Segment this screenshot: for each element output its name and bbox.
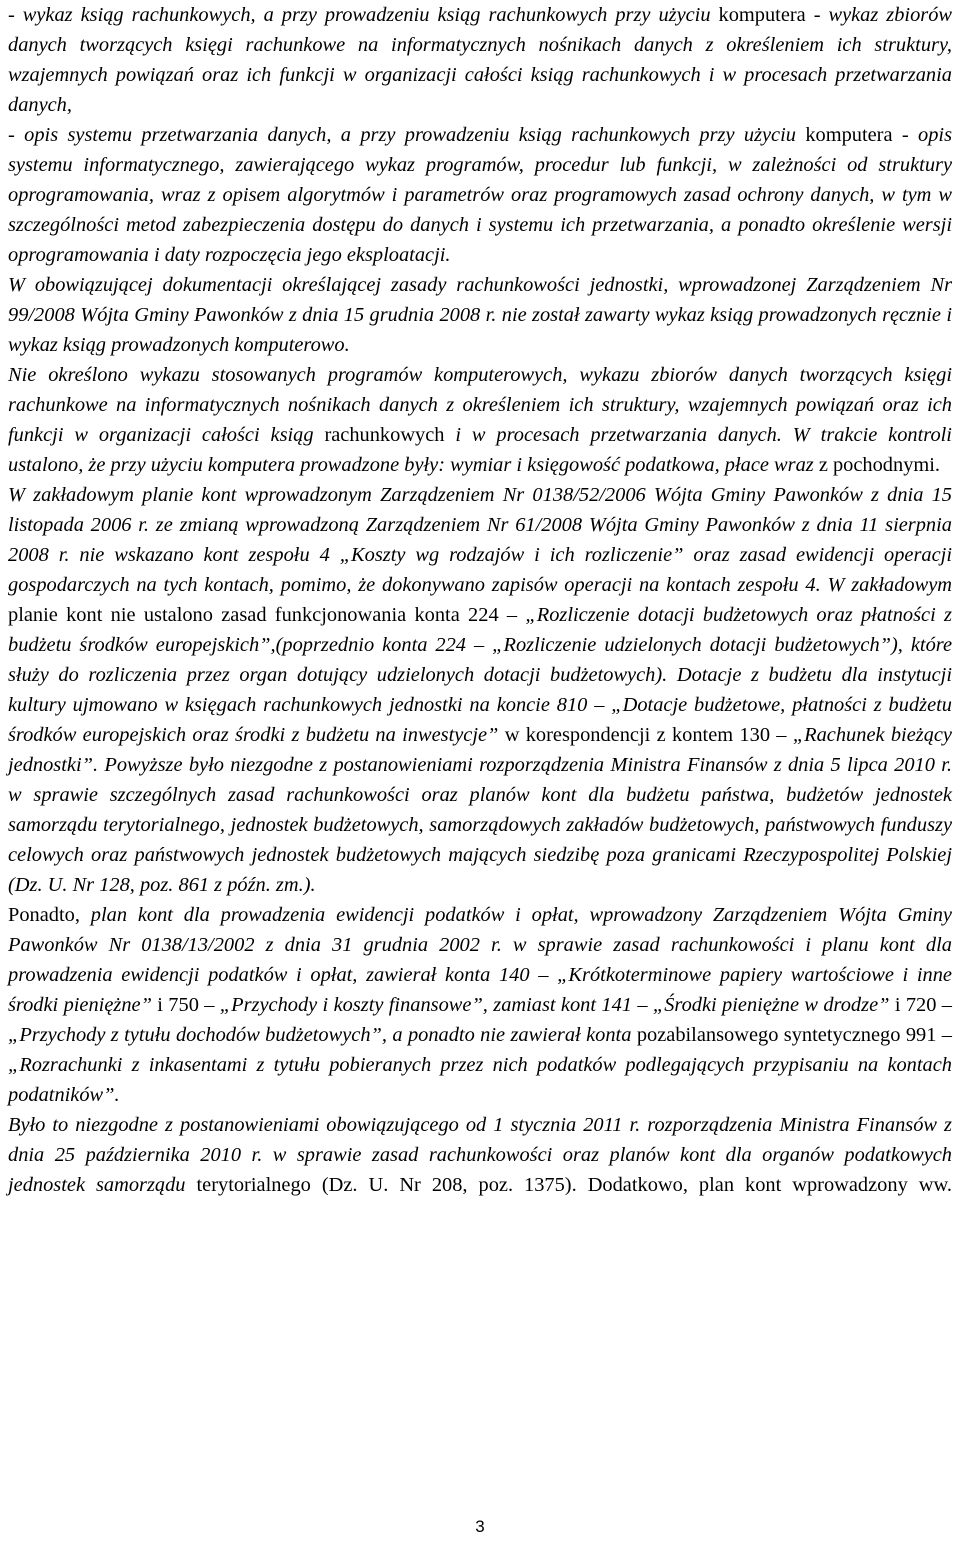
text-segment: rachunkowych: [324, 424, 456, 446]
italic-text-segment: W zakładowym planie kont wprowadzonym Zarządzeniem Nr 0138/52/2006 Wójta Gminy Pawonków z dnia 15 listopada 2006 r. ze zmianą wprowadzoną Zarządzeniem Nr 61/2008 Wójta Gminy Pawonków z dnia 11 sierpnia 2008 r. nie wskazano kont zespołu 4 „Koszty wg rodzajów i ich rozliczenie” oraz zasad ewidencji operacji gospodarczych na tych kontach, pomimo, że dokonywano zapisów operacji na kontach zespołu 4. W zakładowym: [8, 484, 952, 596]
document-body: [8, 0, 952, 1200]
italic-text-segment: W obowiązującej dokumentacji określającej zasady rachunkowości jednostki, wprowadzonej Zarządzeniem Nr 99/2008 Wójta Gminy Pawonków z dnia 15 grudnia 2008 r. nie został zawarty wykaz ksiąg prowadzonych ręcznie i wykaz ksiąg prowadzonych komputerowo.: [8, 274, 952, 356]
italic-text-segment: „Rozliczenie dotacji budżetowych oraz płatności z budżetu środków europejskich”,(poprzednio konta 224 – „Rozliczenie udzielonych dotacji budżetowych”), które służy do rozliczenia przez organ dotujący udzielonych dotacji budżetowych). Dotacje z budżetu dla instytucji kultury ujmowano w księgach rachunkowych jednostki na koncie 810 – „Dotacje budżetowe, płatności z budżetu środków europejskich oraz środki z budżetu na inwestycje”: [8, 604, 952, 746]
paragraph: [8, 120, 952, 270]
italic-text-segment: plan kont dla prowadzenia ewidencji podatków i opłat, wprowadzony Zarządzeniem Wójta Gminy Pawonków Nr 0138/13/2002 z dnia 31 grudnia 2002 r. w sprawie zasad rachunkowości i planu kont dla prowadzenia ewidencji podatków i opłat, zawierał konta 140 – „Krótkoterminowe papiery wartościowe i inne środki pieniężne”: [8, 904, 952, 1016]
text-segment: planie kont nie ustalono zasad funkcjonowania konta 224 –: [8, 604, 526, 626]
text-segment: terytorialnego (Dz. U. Nr 208, poz. 1375). Dodatkowo, plan kont wprowadzony ww.: [196, 1174, 952, 1196]
text-segment: i 750 –: [157, 994, 220, 1016]
text-segment: i 720 –: [894, 994, 952, 1016]
italic-text-segment: Było to niezgodne z postanowieniami obowiązującego od 1 stycznia 2011 r. rozporządzenia Ministra Finansów z dnia 25 października 2010 r. w sprawie zasad rachunkowości oraz planów kont dla organów podatkowych jednostek samorządu: [8, 1114, 952, 1196]
text-segment: w korespondencji z kontem 130 –: [504, 724, 793, 746]
italic-text-segment: „Rachunek bieżący jednostki”. Powyższe było niezgodne z postanowieniami rozporządzenia Ministra Finansów z dnia 5 lipca 2010 r. w sprawie szczególnych zasad rachunkowości oraz planów kont dla budżetu państwa, budżetów jednostek samorządu terytorialnego, jednostek budżetowych, samorządowych zakładów budżetowych, państwowych funduszy celowych oraz państwowych jednostek budżetowych mających siedzibę poza granicami Rzeczypospolitej Polskiej (Dz. U. Nr 128, poz. 861 z późn. zm.).: [8, 724, 952, 896]
paragraph: [8, 1110, 952, 1200]
text-segment: komputera -: [805, 124, 919, 146]
paragraph: [8, 900, 952, 1110]
italic-text-segment: „Przychody i koszty finansowe”, zamiast kont 141 – „Środki pieniężne w drodze”: [219, 994, 895, 1016]
text-segment: -: [8, 124, 25, 146]
paragraph: [8, 0, 952, 120]
italic-text-segment: „Rozrachunki z inkasentami z tytułu pobieranych przez nich podatków podlegających przypisaniu na kontach podatników”.: [8, 1054, 952, 1106]
text-segment: pozabilansowego syntetycznego 991 –: [636, 1024, 952, 1046]
text-segment: Ponadto,: [8, 904, 91, 926]
italic-text-segment: Nie określono wykazu stosowanych programów komputerowych, wykazu zbiorów danych tworzących księgi rachunkowe na informatycznych nośnikach danych z określeniem ich struktury, wzajemnych powiązań oraz ich funkcji w organizacji całości ksiąg: [8, 364, 952, 446]
text-segment: komputera -: [718, 4, 829, 26]
text-segment: z pochodnymi.: [818, 454, 941, 476]
italic-text-segment: opis systemu przetwarzania danych, a przy prowadzeniu ksiąg rachunkowych przy użyciu: [24, 124, 806, 146]
page-number: 3: [475, 1517, 485, 1536]
italic-text-segment: wykaz ksiąg rachunkowych, a przy prowadzeniu ksiąg rachunkowych przy użyciu: [22, 4, 719, 26]
text-segment: -: [8, 4, 23, 26]
italic-text-segment: „Przychody z tytułu dochodów budżetowych”, a ponadto nie zawierał konta: [8, 1024, 637, 1046]
italic-text-segment: wykaz zbiorów danych tworzących księgi rachunkowe na informatycznych nośnikach danych z określeniem ich struktury, wzajemnych powiązań oraz ich funkcji w organizacji całości ksiąg rachunkowych i w procesach przetwarzania danych,: [8, 4, 953, 116]
paragraph: [8, 270, 952, 360]
paragraph: [8, 480, 952, 900]
italic-text-segment: opis systemu informatycznego, zawierającego wykaz programów, procedur lub funkcji, w zależności od struktury oprogramowania, wraz z opisem algorytmów i parametrów oraz programowych zasad ochrony danych, w tym w szczególności metod zabezpieczenia dostępu do danych i systemu ich przetwarzania, a ponadto określenie wersji oprogramowania i daty rozpoczęcia jego eksploatacji.: [8, 124, 953, 266]
paragraph: [8, 360, 952, 480]
italic-text-segment: i w procesach przetwarzania danych. W trakcie kontroli ustalono, że przy użyciu komputera prowadzone były: wymiar i księgowość podatkowa, płace wraz: [8, 424, 952, 476]
